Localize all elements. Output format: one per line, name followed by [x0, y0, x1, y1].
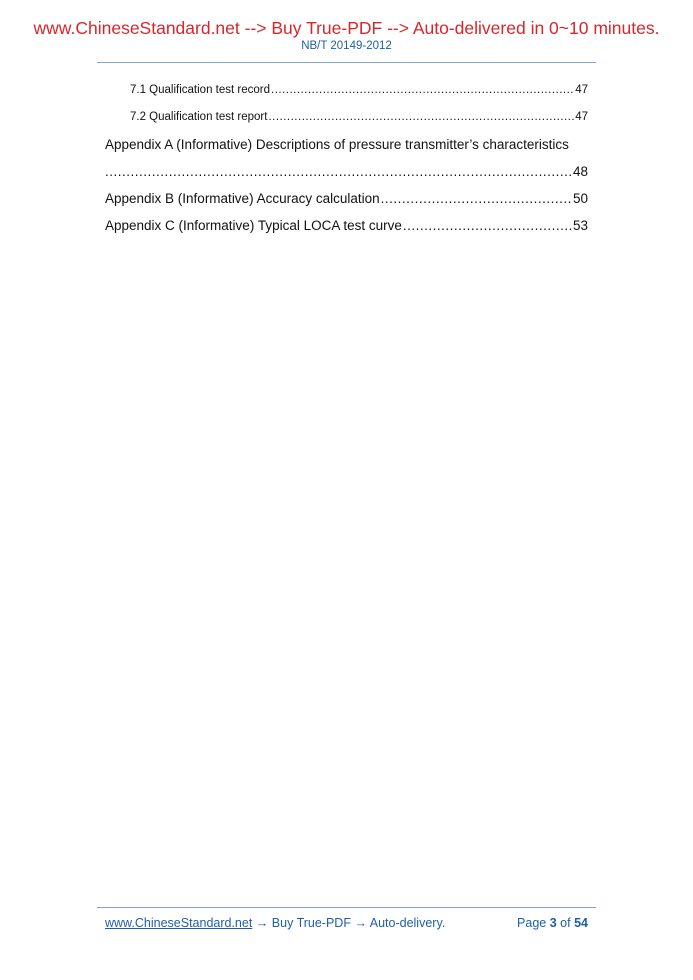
toc-entry-page: 47 [575, 84, 588, 96]
footer-delivery-text: Auto-delivery. [369, 916, 446, 930]
toc-entry-page: 48 [572, 164, 588, 179]
toc-leader-dots [105, 164, 572, 179]
page-indicator [517, 916, 588, 930]
toc-entry-page: 53 [572, 218, 588, 233]
header-divider [97, 62, 596, 63]
toc-entry-appendix-c[interactable] [105, 218, 588, 233]
footer-divider [97, 907, 596, 908]
page-footer [105, 916, 588, 930]
toc-entry-label: 7.1 Qualification test record [130, 84, 270, 96]
toc-entry-7-1[interactable] [130, 84, 588, 96]
toc-entry-page: 50 [572, 191, 588, 206]
toc-entry-page: 47 [575, 111, 588, 123]
toc-entry-label: Appendix C (Informative) Typical LOCA test curve [105, 218, 402, 233]
toc-entry-appendix-a-title[interactable] [105, 137, 588, 152]
toc-leader-dots [268, 111, 574, 123]
arrow-icon: → [354, 916, 367, 930]
page-word: Page [517, 916, 547, 930]
toc-leader-dots [381, 191, 572, 206]
page-current: 3 [549, 916, 557, 930]
footer-site-link[interactable]: www.ChineseStandard.net [105, 916, 253, 930]
arrow-icon: → [255, 916, 269, 930]
toc-entry-label: Appendix B (Informative) Accuracy calculation [105, 191, 380, 206]
page-total: 54 [574, 916, 588, 930]
toc-entry-label: Appendix A (Informative) Descriptions of pressure transmitter’s characteristics [105, 137, 569, 152]
footer-buy-text: Buy True-PDF [271, 916, 351, 930]
toc-entry-7-2[interactable] [130, 111, 588, 123]
toc-leader-dots [403, 218, 572, 233]
toc-leader-dots [271, 84, 574, 96]
toc-entry-label: 7.2 Qualification test report [130, 111, 268, 123]
standard-number: NB/T 20149-2012 [301, 40, 392, 52]
of-word: of [560, 916, 571, 930]
toc-entry-appendix-a-leader[interactable] [105, 164, 588, 179]
toc-entry-appendix-b[interactable] [105, 191, 588, 206]
promo-banner[interactable]: www.ChineseStandard.net --> Buy True-PDF --> Auto-delivered in 0~10 minutes. [33, 18, 660, 38]
